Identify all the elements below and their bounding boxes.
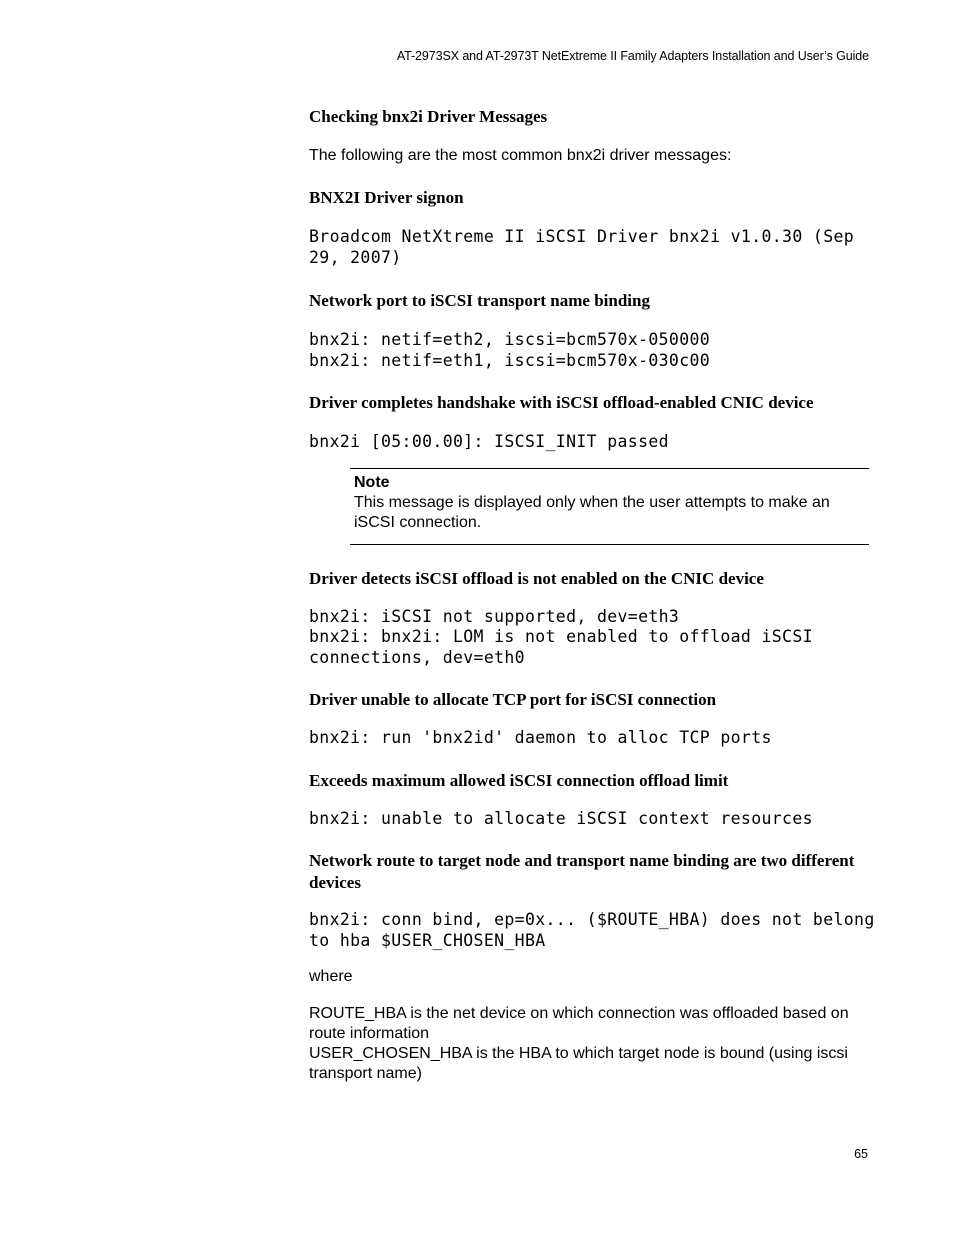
message-heading-binding: Network port to iSCSI transport name binding bbox=[309, 291, 650, 310]
code-offload-disabled: bnx2i: iSCSI not supported, dev=eth3 bnx2i: bnx2i: LOM is not enabled to offload iSCSI connections, dev=eth0 bbox=[309, 606, 813, 667]
code-signon: Broadcom NetXtreme II iSCSI Driver bnx2i v1.0.30 (Sep 29, 2007) bbox=[309, 227, 855, 267]
route-hba-description: ROUTE_HBA is the net device on which connection was offloaded based on route information bbox=[309, 1005, 849, 1042]
intro-paragraph: The following are the most common bnx2i driver messages: bbox=[309, 147, 732, 164]
note-box bbox=[350, 468, 869, 545]
message-heading-signon: BNX2I Driver signon bbox=[309, 188, 464, 207]
note-title: Note bbox=[354, 473, 390, 491]
message-heading-tcp-port: Driver unable to allocate TCP port for iSCSI connection bbox=[309, 690, 717, 709]
page-content bbox=[309, 106, 875, 1084]
code-route-mismatch: bnx2i: conn bind, ep=0x... ($ROUTE_HBA) does not belong to hba $USER_CHOSEN_HBA bbox=[309, 910, 875, 950]
message-heading-route-mismatch: Network route to target node and transport name binding are two different devices bbox=[309, 851, 855, 892]
message-heading-offload-limit: Exceeds maximum allowed iSCSI connection offload limit bbox=[309, 770, 729, 790]
code-offload-limit: bnx2i: unable to allocate iSCSI context resources bbox=[309, 808, 813, 828]
user-chosen-hba-description: USER_CHOSEN_HBA is the HBA to which target node is bound (using iscsi transport name) bbox=[309, 1045, 848, 1082]
code-handshake: bnx2i [05:00.00]: ISCSI_INIT passed bbox=[309, 432, 669, 451]
note-text: This message is displayed only when the user attempts to make an iSCSI connection. bbox=[354, 493, 830, 531]
message-heading-handshake: Driver completes handshake with iSCSI offload-enabled CNIC device bbox=[309, 393, 814, 412]
code-binding: bnx2i: netif=eth2, iscsi=bcm570x-050000 bnx2i: netif=eth1, iscsi=bcm570x-030c00 bbox=[309, 330, 711, 370]
code-tcp-port: bnx2i: run 'bnx2id' daemon to alloc TCP ports bbox=[309, 728, 772, 747]
page-number: 65 bbox=[854, 1147, 868, 1161]
running-header: AT-2973SX and AT-2973T NetExtreme II Family Adapters Installation and User’s Guide bbox=[396, 49, 869, 63]
section-title: Checking bnx2i Driver Messages bbox=[309, 107, 548, 126]
message-heading-offload-disabled: Driver detects iSCSI offload is not enabled on the CNIC device bbox=[309, 568, 764, 588]
where-label: where bbox=[309, 968, 353, 985]
